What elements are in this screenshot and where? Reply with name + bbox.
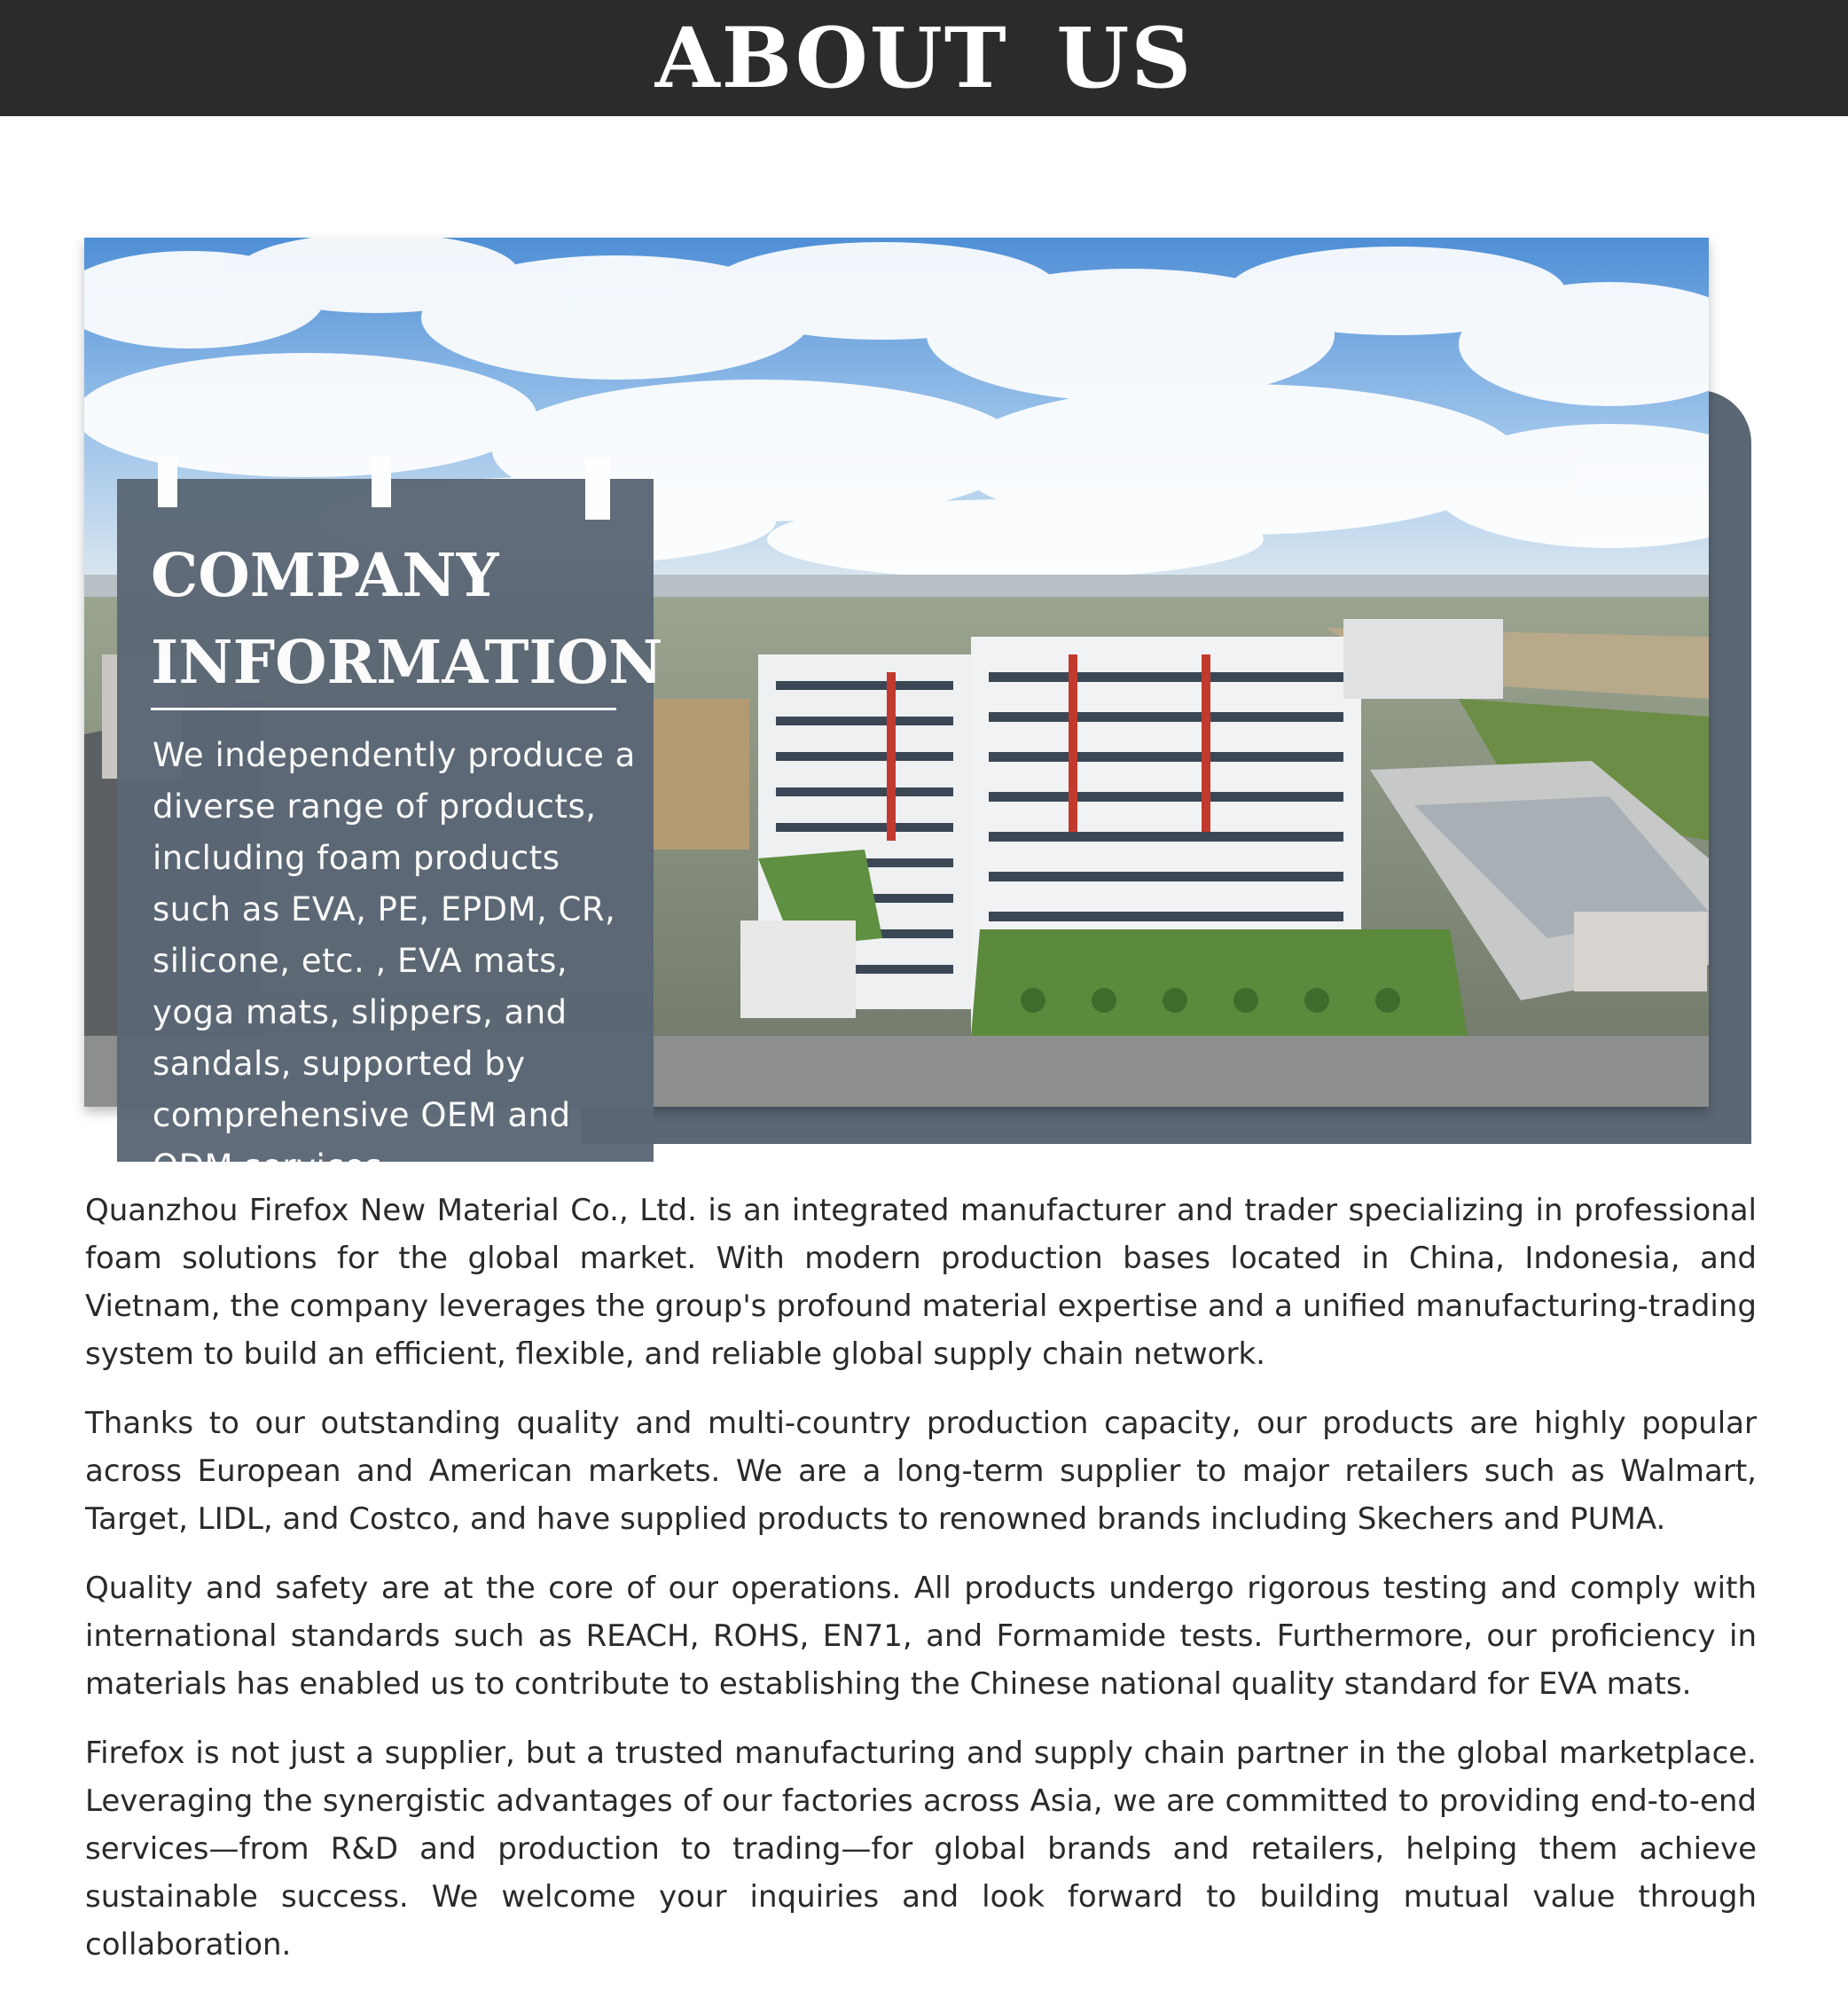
company-info-heading-line2: INFORMATION bbox=[151, 627, 663, 697]
about-paragraph: Firefox is not just a supplier, but a trusted manufacturing and supply chain partner in the global marketplace. Leveraging the synergistic advantages of our factories across Asia, we are committed to providing end-to-end services—from R&D and production to trading—for global brands and retailers, helping them achieve sustainable success. We welcome your inquiries and look forward to building mutual value through collaboration. bbox=[85, 1735, 1757, 1963]
company-info-heading-line1: COMPANY bbox=[151, 540, 499, 610]
card-divider bbox=[151, 708, 616, 710]
about-paragraph: Quality and safety are at the core of our operations. All products undergo rigorous testing and comply with international standards such as REACH, ROHS, EN71, and Formamide tests. Furthermore, our proficiency in materials has enabled us to contribute to establishing the Chinese national quality standard for EVA mats. bbox=[85, 1571, 1757, 1702]
company-info-heading bbox=[151, 532, 663, 706]
card-tab-decoration bbox=[158, 456, 177, 507]
card-tab-decoration bbox=[372, 456, 391, 507]
about-body bbox=[85, 1187, 1757, 1990]
page-title: ABOUT US bbox=[654, 9, 1194, 107]
about-paragraph: Quanzhou Firefox New Material Co., Ltd. is an integrated manufacturer and trader specializing in professional foam solutions for the global market. With modern production bases located in China, Indonesia, and Vietnam, the company leverages the group's profound material expertise and a unified manufacturing-trading system to build an efficient, flexible, and reliable global supply chain network. bbox=[85, 1193, 1757, 1372]
about-paragraph: Thanks to our outstanding quality and multi-country production capacity, our products are highly popular across European and American markets. We are a long-term supplier to major retailers such as Walmart, Target, LIDL, and Costco, and have supplied products to renowned brands including Skechers and PUMA. bbox=[85, 1406, 1757, 1537]
company-info-card bbox=[117, 479, 663, 1186]
header-bar bbox=[0, 0, 1848, 116]
card-tab-decoration bbox=[585, 458, 610, 520]
company-info-text: We independently produce a diverse range of products, including foam products such as EVA, PE, EPDM, CR, silicone, etc. , EVA mats, yoga mats, slippers, and sandals, supported by comprehensive OEM and ODM services. bbox=[153, 736, 636, 1186]
